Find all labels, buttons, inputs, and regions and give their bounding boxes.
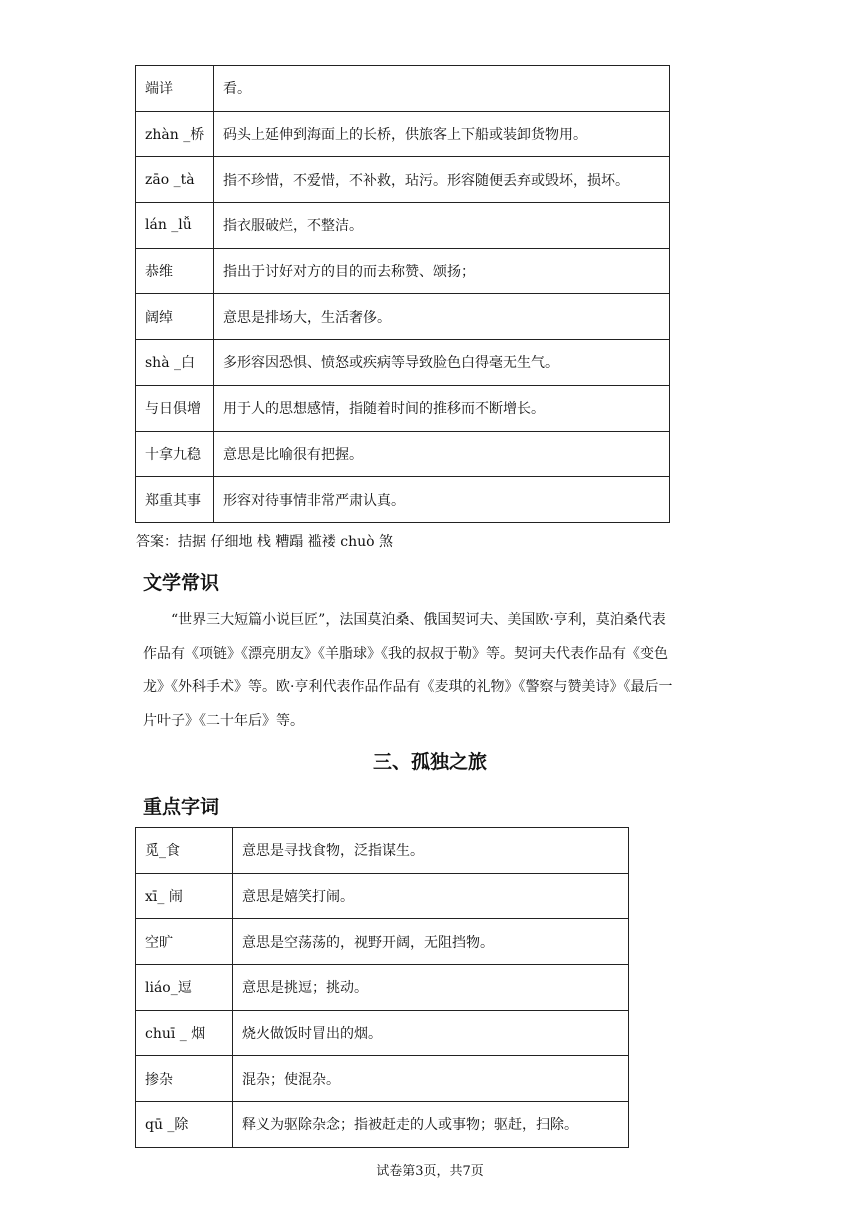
- table-row: [136, 157, 670, 203]
- term-cell: 阔绰: [136, 294, 214, 340]
- table-row: [136, 294, 670, 340]
- definition-cell: 指衣服破烂，不整洁。: [214, 203, 670, 249]
- term-cell: liáo_逗: [136, 965, 233, 1011]
- definition-cell: 意思是挑逗；挑动。: [233, 965, 629, 1011]
- definition-cell: 意思是排场大，生活奢侈。: [214, 294, 670, 340]
- paragraph-line: 龙》《外科手术》等。欧·亨利代表作品作品有《麦琪的礼物》《警察与赞美诗》《最后一: [143, 679, 673, 695]
- term-cell: chuī _ 烟: [136, 1010, 233, 1056]
- table-row: [136, 919, 629, 965]
- term-cell: 觅_食: [136, 828, 233, 874]
- term-cell: 十拿九稳: [136, 431, 214, 477]
- definition-cell: 意思是空荡荡的，视野开阔，无阻挡物。: [233, 919, 629, 965]
- table-row: [136, 1056, 629, 1102]
- definition-cell: 看。: [214, 66, 670, 112]
- literature-heading: 文学常识: [143, 572, 220, 594]
- term-cell: qū _除: [136, 1102, 233, 1148]
- paragraph-line: “世界三大短篇小说巨匠”，法国莫泊桑、俄国契诃夫、美国欧·亨利，莫泊桑代表: [171, 612, 666, 628]
- table-row: [136, 1102, 629, 1148]
- definition-cell: 意思是嬉笑打闹。: [233, 873, 629, 919]
- definition-cell: 多形容因恐惧、愤怒或疾病等导致脸色白得毫无生气。: [214, 340, 670, 386]
- definition-cell: 混杂；使混杂。: [233, 1056, 629, 1102]
- table-row: [136, 248, 670, 294]
- term-cell: 恭维: [136, 248, 214, 294]
- table-row: [136, 965, 629, 1011]
- definition-cell: 指不珍惜，不爱惜，不补救，玷污。形容随便丢弃或毁坏，损坏。: [214, 157, 670, 203]
- term-cell: zāo _tà: [136, 157, 214, 203]
- table-row: [136, 340, 670, 386]
- vocab-table-1: [135, 65, 670, 523]
- chapter-title: 三、孤独之旅: [372, 751, 487, 773]
- term-cell: 掺杂: [136, 1056, 233, 1102]
- term-cell: 空旷: [136, 919, 233, 965]
- table-row: [136, 431, 670, 477]
- literature-paragraph: [143, 604, 723, 738]
- definition-cell: 指出于讨好对方的目的而去称赞、颂扬；: [214, 248, 670, 294]
- definition-cell: 形容对待事情非常严肃认真。: [214, 477, 670, 523]
- table-row: [136, 385, 670, 431]
- vocab-table-2: [135, 827, 629, 1148]
- paragraph-line: 作品有《项链》《漂亮朋友》《羊脂球》《我的叔叔于勒》等。契诃夫代表作品有《变色: [143, 645, 668, 662]
- page-footer: 试卷第3页，共7页: [376, 1164, 484, 1179]
- definition-cell: 码头上延伸到海面上的长桥，供旅客上下船或装卸货物用。: [214, 111, 670, 157]
- definition-cell: 用于人的思想感情，指随着时间的推移而不断增长。: [214, 385, 670, 431]
- term-cell: 郑重其事: [136, 477, 214, 523]
- table-row: [136, 477, 670, 523]
- definition-cell: 意思是寻找食物，泛指谋生。: [233, 828, 629, 874]
- term-cell: shà _白: [136, 340, 214, 386]
- term-cell: zhàn _桥: [136, 111, 214, 157]
- table-row: [136, 828, 629, 874]
- table-row: [136, 111, 670, 157]
- table-row: [136, 1010, 629, 1056]
- definition-cell: 释义为驱除杂念；指被赶走的人或事物；驱赶，扫除。: [233, 1102, 629, 1148]
- definition-cell: 烧火做饭时冒出的烟。: [233, 1010, 629, 1056]
- table-row: [136, 66, 670, 112]
- term-cell: xī_ 闹: [136, 873, 233, 919]
- term-cell: 端详: [136, 66, 214, 112]
- answer-line: 答案：拮据 仔细地 栈 糟蹋 褴褛 chuò 煞: [136, 534, 394, 550]
- definition-cell: 意思是比喻很有把握。: [214, 431, 670, 477]
- term-cell: 与日俱增: [136, 385, 214, 431]
- table-row: [136, 873, 629, 919]
- paragraph-line: 片叶子》《二十年后》等。: [143, 712, 304, 729]
- vocab-heading: 重点字词: [143, 796, 220, 818]
- term-cell: lán _lǚ: [136, 203, 214, 249]
- table-row: [136, 203, 670, 249]
